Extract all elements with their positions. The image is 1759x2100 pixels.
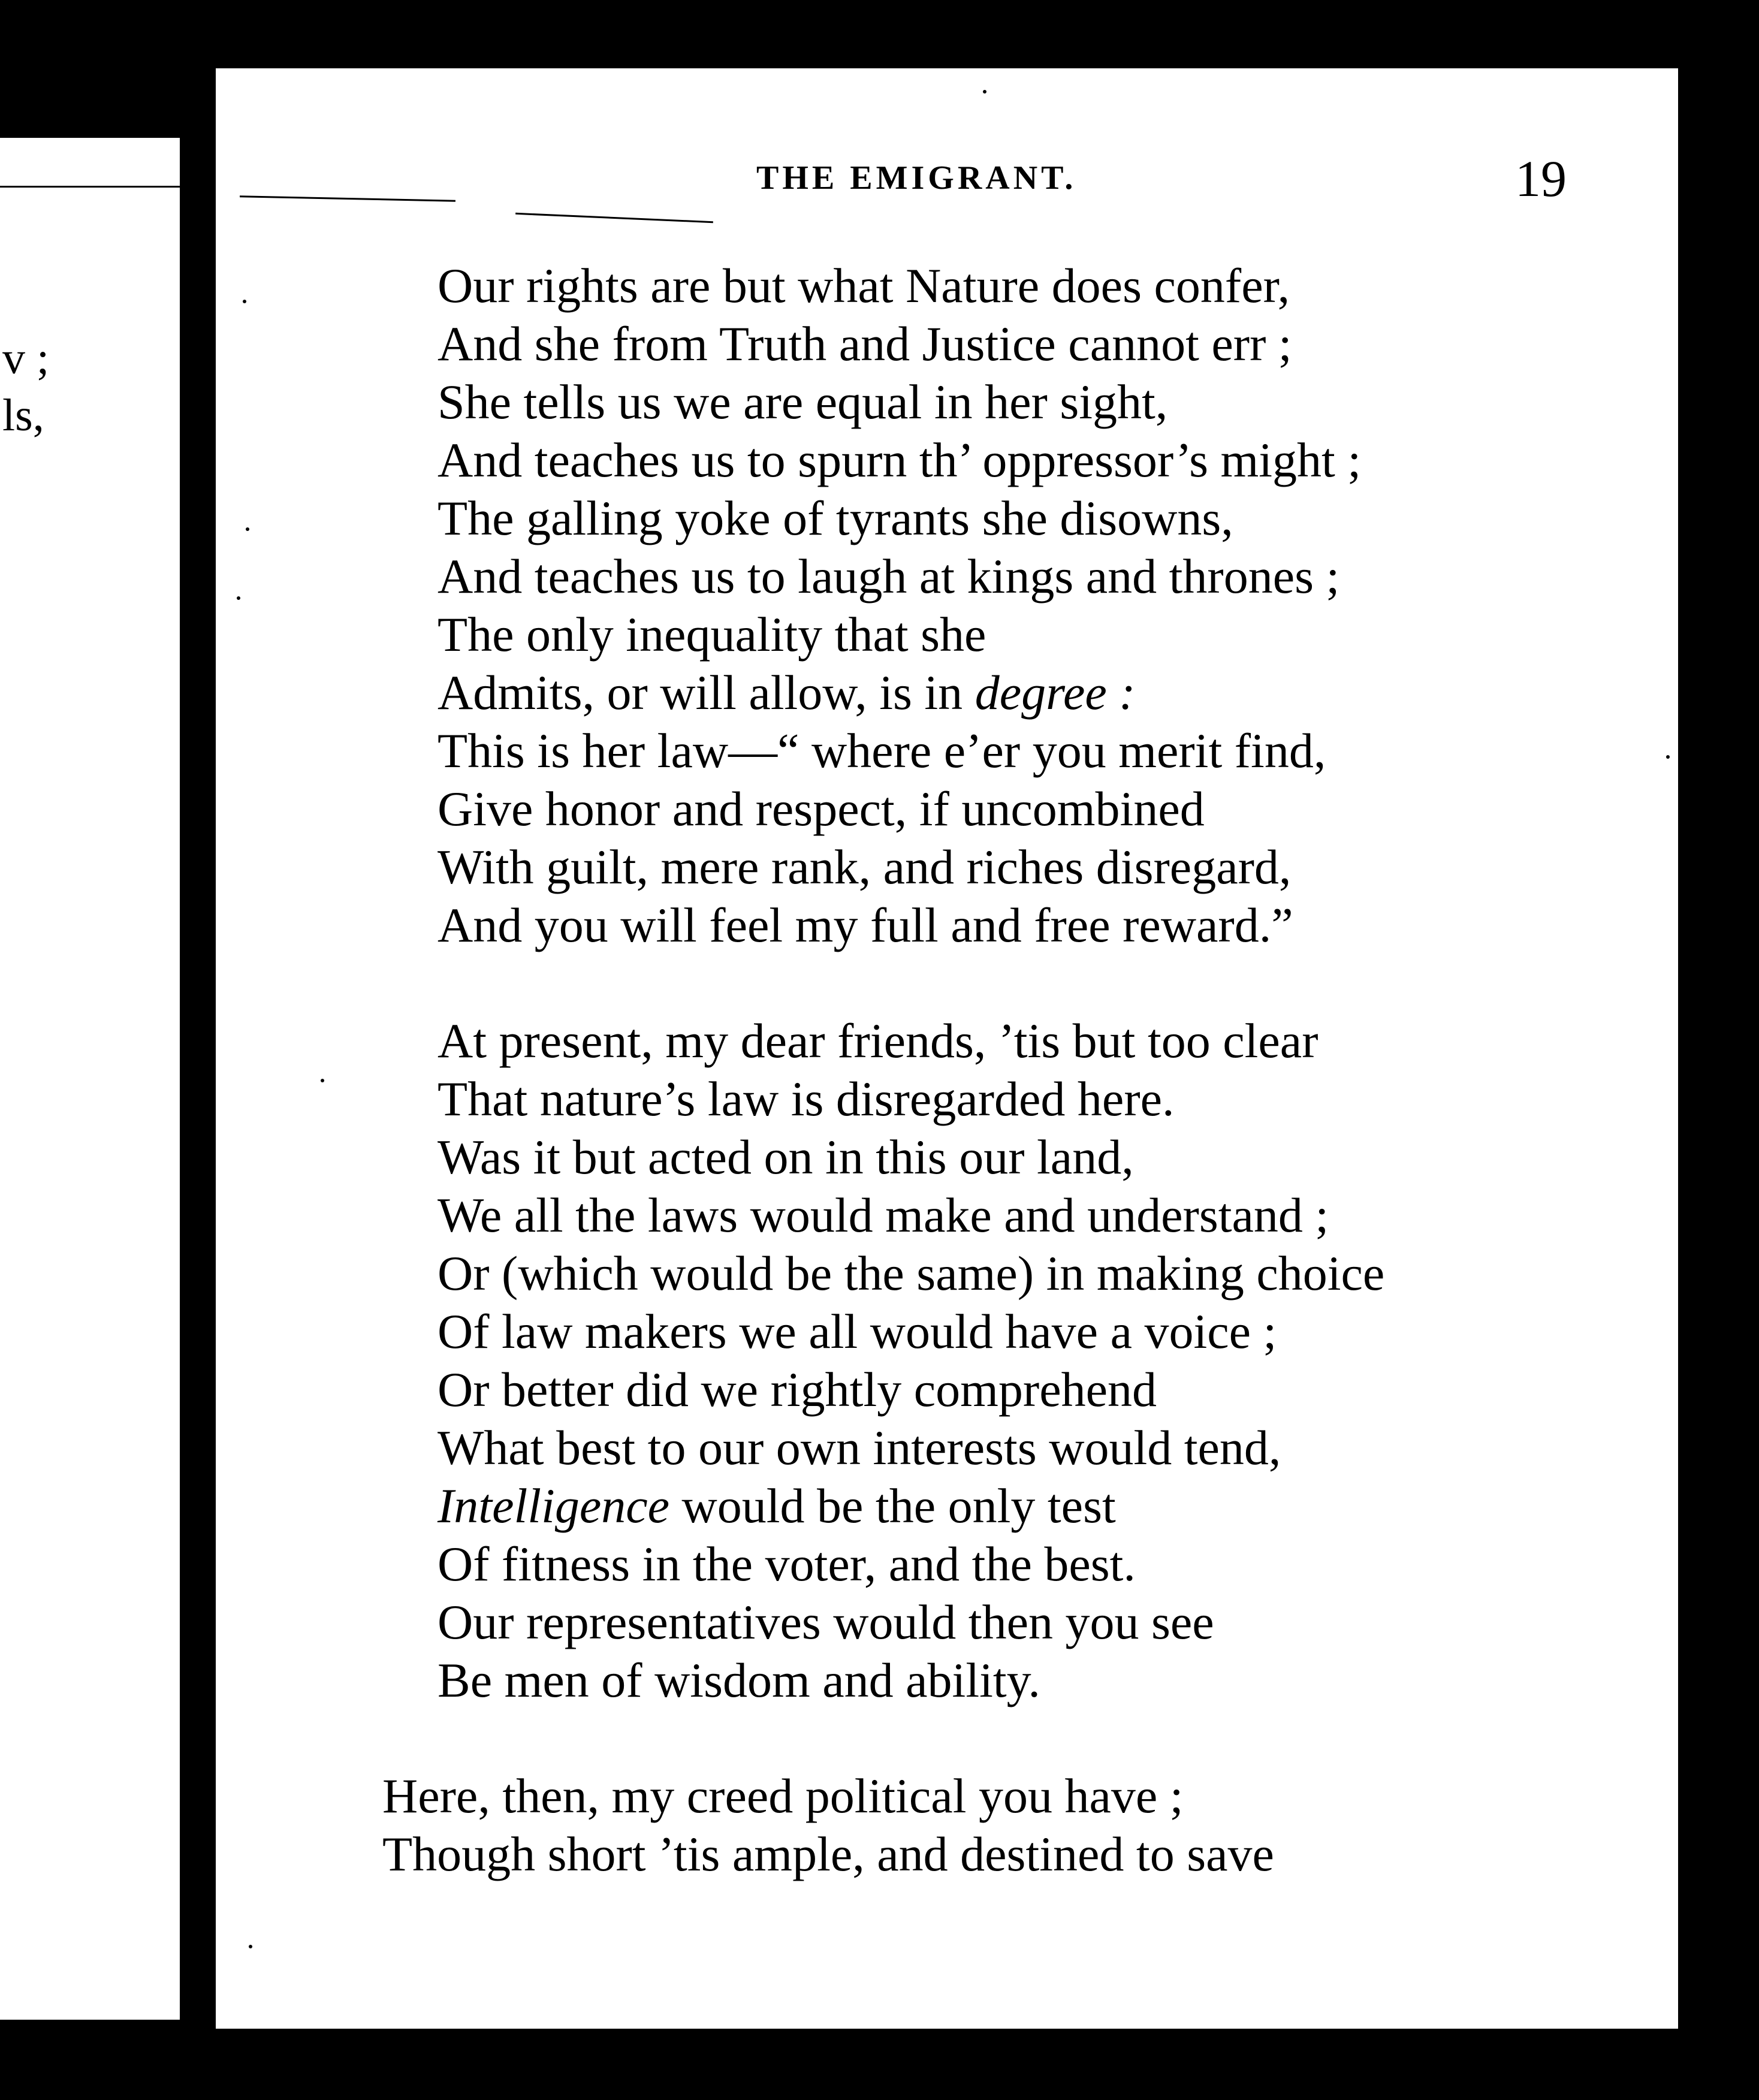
verse-line: She tells us we are equal in her sight,	[438, 375, 1168, 429]
facing-page-rule	[0, 186, 180, 188]
ink-speck	[983, 90, 986, 93]
verse-line	[438, 1478, 1116, 1534]
verse-line-roman: would be the only test	[669, 1479, 1116, 1533]
verse-line: Of fitness in the voter, and the best.	[438, 1537, 1136, 1591]
verse-line-roman: Admits, or will allow, is in	[438, 665, 975, 720]
ink-speck	[1666, 755, 1670, 759]
running-title: THE EMIGRANT.	[756, 159, 1077, 197]
verse-line: Our rights are but what Nature does confer,	[438, 258, 1290, 313]
verse-line: Of law makers we all would have a voice ;	[438, 1304, 1277, 1359]
verse-line: We all the laws would make and understand ;	[438, 1188, 1329, 1242]
verse-line-italic: Intelligence	[438, 1479, 670, 1533]
page-bottom-edge	[192, 2029, 1696, 2037]
verse-line: And you will feel my full and free reward.”	[438, 898, 1293, 952]
verse-line: This is her law—“ where e’er you merit find,	[438, 723, 1326, 778]
verse-line: Our representatives would then you see	[438, 1595, 1214, 1649]
ink-speck	[249, 1945, 252, 1948]
verse-line: The only inequality that she	[438, 607, 986, 662]
verse-line: And teaches us to laugh at kings and thrones ;	[438, 549, 1340, 604]
verse-line: Give honor and respect, if uncombined	[438, 782, 1205, 836]
facing-page-text: v ;	[2, 333, 50, 384]
verse-line: Be men of wisdom and ability.	[438, 1653, 1040, 1707]
verse-line: Was it but acted on in this our land,	[438, 1130, 1134, 1184]
verse-line-italic: degree :	[974, 665, 1136, 720]
page-number: 19	[1515, 150, 1567, 207]
page-right-edge	[1678, 66, 1685, 2032]
verse-line: Here, then, my creed political you have ;	[382, 1769, 1184, 1823]
page-top-edge	[210, 65, 1690, 68]
ink-speck	[237, 596, 240, 600]
verse-line: Or better did we rightly comprehend	[438, 1362, 1157, 1417]
ink-speck	[246, 527, 249, 531]
verse-line: With guilt, mere rank, and riches disregard,	[438, 840, 1292, 894]
facing-page-text: ls,	[2, 390, 44, 440]
verse-line: What best to our own interests would tend,	[438, 1420, 1281, 1475]
verse-line: The galling yoke of tyrants she disowns,	[438, 491, 1233, 545]
ink-speck	[321, 1079, 324, 1082]
facing-page-fragment	[0, 138, 180, 2020]
verse-line	[438, 665, 1136, 721]
verse-line: At present, my dear friends, ’tis but too clear	[438, 1013, 1319, 1068]
verse-line: That nature’s law is disregarded here.	[438, 1072, 1175, 1126]
verse-line: Or (which would be the same) in making choice	[438, 1246, 1385, 1301]
ink-speck	[243, 300, 246, 303]
verse-line: And teaches us to spurn th’ oppressor’s might ;	[438, 433, 1362, 487]
verse-line: Though short ’tis ample, and destined to save	[382, 1827, 1274, 1881]
book-gutter	[180, 66, 216, 2032]
verse-line: And she from Truth and Justice cannot err ;	[438, 316, 1292, 371]
